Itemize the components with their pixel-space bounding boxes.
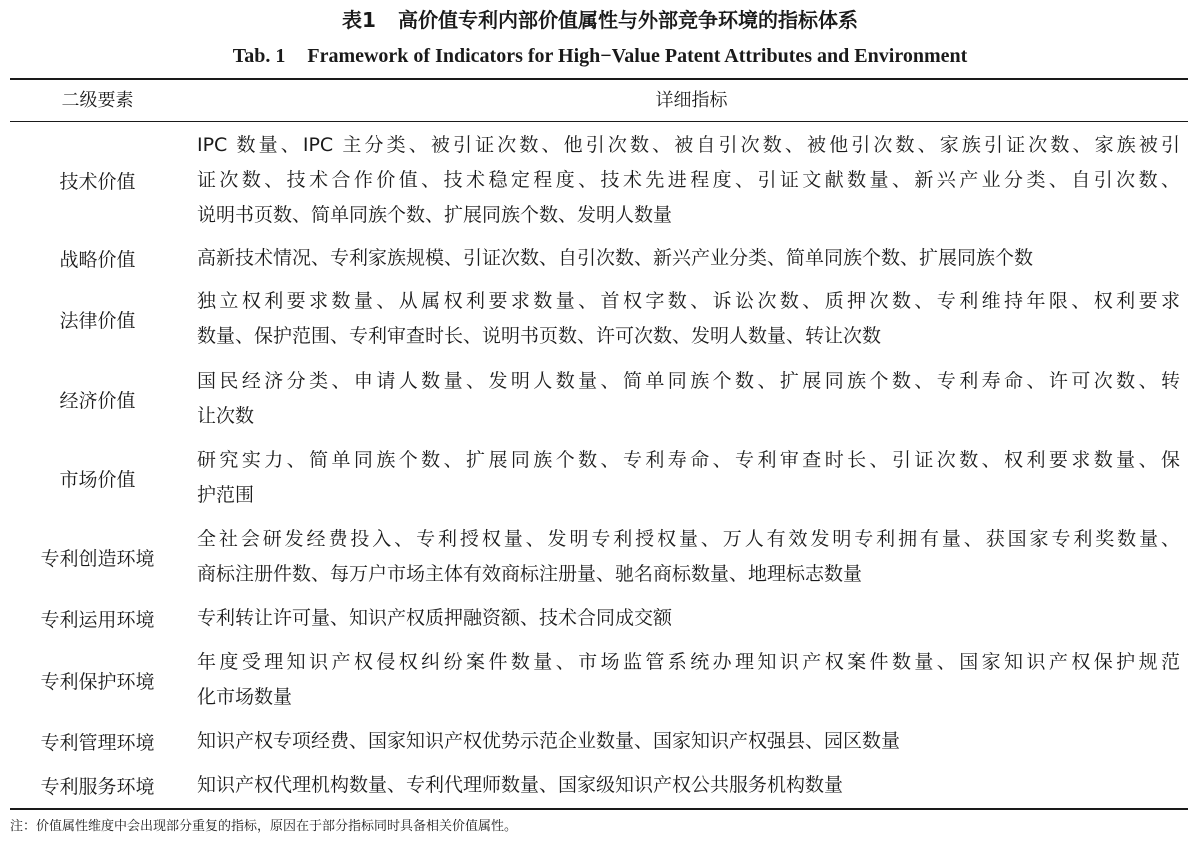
table-bottom-rule	[10, 808, 1188, 810]
table-row	[10, 284, 1188, 354]
table-row	[10, 364, 1188, 434]
row-category: 专利服务环境	[40, 776, 155, 798]
header-detail: 详细指标	[655, 90, 728, 111]
detail-line: 证次数、技术合作价值、技术稳定程度、技术先进程度、引证文献数量、新兴产业分类、自引次数、	[197, 169, 1180, 191]
row-category: 战略价值	[59, 249, 136, 271]
table-top-rule	[10, 78, 1188, 80]
row-category: 经济价值	[59, 389, 136, 412]
detail-line: 知识产权代理机构数量、专利代理师数量、国家级知识产权公共服务机构数量	[197, 774, 844, 796]
detail-line: 国民经济分类、申请人数量、发明人数量、简单同族个数、扩展同族个数、专利寿命、许可次数、转	[197, 370, 1180, 392]
table-number-en: Tab. 1	[232, 45, 286, 67]
table-row	[10, 128, 1188, 233]
detail-line: 全社会研发经费投入、专利授权量、发明专利授权量、万人有效发明专利拥有量、获国家专利奖数量、	[197, 528, 1180, 550]
table-row	[10, 645, 1188, 715]
row-detail	[197, 284, 1180, 354]
detail-line: 年度受理知识产权侵权纠纷案件数量、市场监管系统办理知识产权案件数量、国家知识产权保护规范	[197, 651, 1180, 673]
table-header-rule	[10, 121, 1188, 122]
detail-line: 数量、保护范围、专利审查时长、说明书页数、许可次数、发明人数量、转让次数	[197, 325, 882, 347]
table-row	[10, 241, 1188, 276]
row-category: 专利创造环境	[40, 547, 155, 570]
row-detail	[197, 601, 1180, 636]
row-detail	[197, 241, 1180, 276]
row-category: 市场价值	[59, 468, 136, 491]
table-caption-cn	[0, 6, 1200, 34]
detail-line: 说明书页数、简单同族个数、扩展同族个数、发明人数量	[197, 204, 673, 226]
table-caption-en	[0, 42, 1200, 70]
table-row	[10, 443, 1188, 513]
row-detail	[197, 522, 1180, 592]
table-row	[10, 724, 1188, 759]
detail-line: 护范围	[197, 484, 255, 506]
table-footnote: 注：价值属性维度中会出现部分重复的指标，原因在于部分指标同时具备相关价值属性。	[10, 819, 518, 834]
detail-line: 化市场数量	[197, 686, 293, 708]
header-category: 二级要素	[61, 90, 134, 111]
row-detail	[197, 768, 1180, 803]
table-row	[10, 601, 1188, 636]
row-category: 法律价值	[59, 309, 136, 332]
table-title-en: Framework of Indicators for High−Value Patent Attributes and Environment	[307, 45, 968, 67]
detail-line: 研究实力、简单同族个数、扩展同族个数、专利寿命、专利审查时长、引证次数、权利要求数量、保	[197, 449, 1180, 471]
detail-line: IPC 数量、IPC 主分类、被引证次数、他引次数、被自引次数、被他引次数、家族引证次数、家族被引	[197, 134, 1180, 156]
row-detail	[197, 645, 1180, 715]
table-title-cn: 高价值专利内部价值属性与外部竞争环境的指标体系	[397, 8, 858, 32]
table-row	[10, 768, 1188, 803]
row-detail	[197, 128, 1180, 233]
detail-line: 知识产权专项经费、国家知识产权优势示范企业数量、国家知识产权强县、园区数量	[197, 730, 901, 752]
row-category: 专利运用环境	[40, 609, 155, 631]
detail-line: 独立权利要求数量、从属权利要求数量、首权字数、诉讼次数、质押次数、专利维持年限、权利要求	[197, 290, 1180, 312]
detail-line: 让次数	[197, 405, 255, 427]
row-detail	[197, 724, 1180, 759]
detail-line: 高新技术情况、专利家族规模、引证次数、自引次数、新兴产业分类、简单同族个数、扩展同族个数	[197, 247, 1034, 269]
detail-line: 专利转让许可量、知识产权质押融资额、技术合同成交额	[197, 607, 673, 629]
row-category: 技术价值	[59, 171, 136, 193]
row-detail	[197, 443, 1180, 513]
row-category: 专利管理环境	[40, 732, 155, 754]
table-row	[10, 522, 1188, 592]
detail-line: 商标注册件数、每万户市场主体有效商标注册量、驰名商标数量、地理标志数量	[197, 563, 863, 585]
table-header-row	[10, 83, 1188, 119]
table-number-cn: 表1	[342, 8, 376, 32]
row-detail	[197, 364, 1180, 434]
row-category: 专利保护环境	[40, 670, 155, 693]
